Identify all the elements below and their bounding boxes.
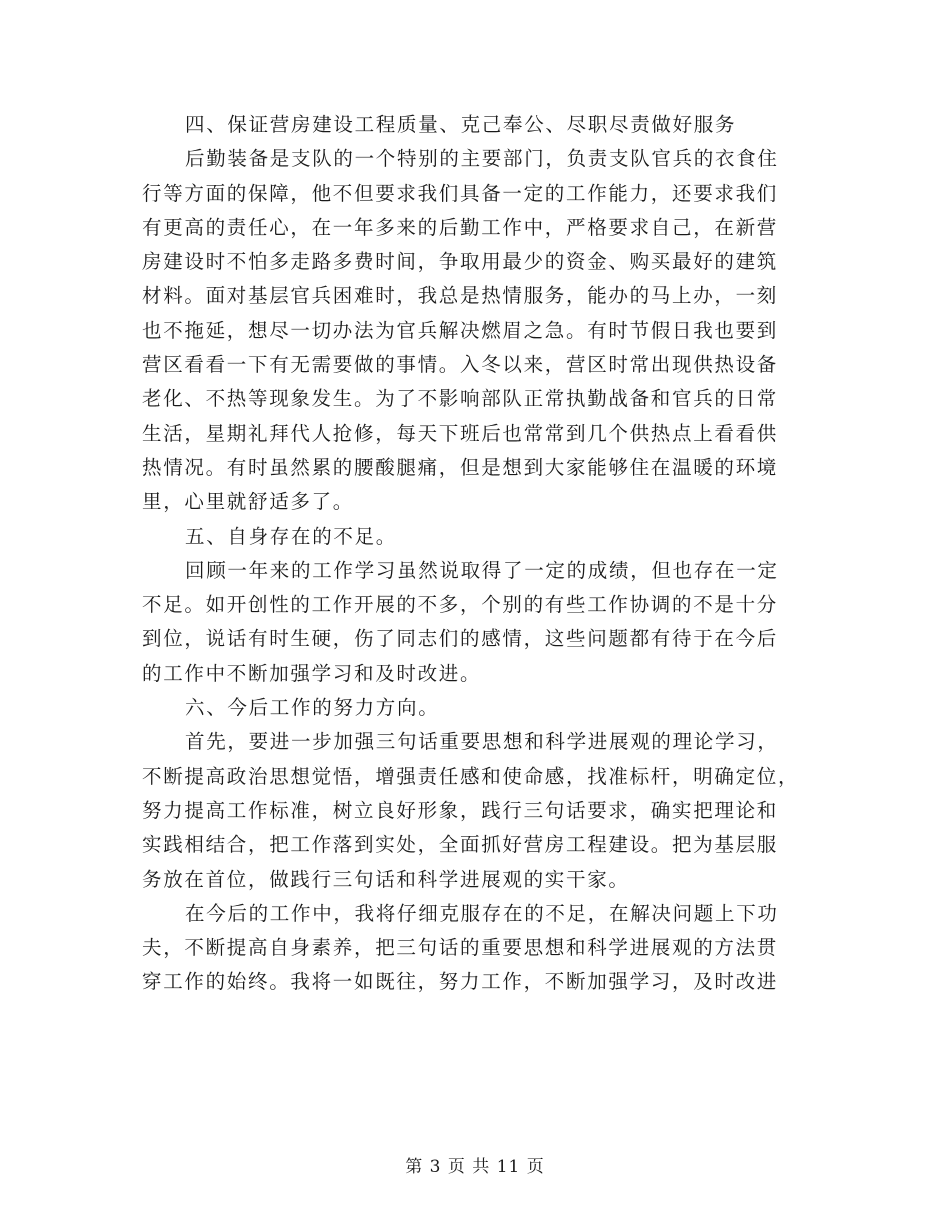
text-line: 营区看看一下有无需要做的事情。入冬以来，营区时常出现供热设备 <box>142 353 779 377</box>
text-line: 穿工作的始终。我将一如既往，努力工作，不断加强学习，及时改进 <box>142 970 779 994</box>
text-line: 的工作中不断加强学习和及时改进。 <box>142 661 482 685</box>
text-line: 在今后的工作中，我将仔细克服存在的不足，在解决问题上下功 <box>185 901 779 925</box>
text-line: 房建设时不怕多走路多费时间，争取用最少的资金、购买最好的建筑 <box>142 250 779 274</box>
text-line: 生活，星期礼拜代人抢修，每天下班后也常常到几个供热点上看看供 <box>142 421 779 445</box>
text-line: 有更高的责任心，在一年多来的后勤工作中，严格要求自己，在新营 <box>142 215 779 239</box>
text-line: 六、今后工作的努力方向。 <box>185 696 440 720</box>
text-line: 热情况。有时虽然累的腰酸腿痛，但是想到大家能够住在温暖的环境 <box>142 455 779 479</box>
text-line: 材料。面对基层官兵困难时，我总是热情服务，能办的马上办，一刻 <box>142 284 779 308</box>
text-line: 回顾一年来的工作学习虽然说取得了一定的成绩，但也存在一定 <box>185 558 779 582</box>
text-line: 五、自身存在的不足。 <box>185 524 398 548</box>
text-line: 老化、不热等现象发生。为了不影响部队正常执勤战备和官兵的日常 <box>142 387 779 411</box>
text-line: 夫，不断提高自身素养，把三句话的重要思想和科学进展观的方法贯 <box>142 936 779 960</box>
text-line: 也不拖延，想尽一切办法为官兵解决燃眉之急。有时节假日我也要到 <box>142 318 779 342</box>
text-line: 不足。如开创性的工作开展的不多，个别的有些工作协调的不是十分 <box>142 593 779 617</box>
text-line: 努力提高工作标准，树立良好形象，践行三句话要求，确实把理论和 <box>142 798 779 822</box>
document-body <box>142 108 802 1000</box>
page-number-label: 第 3 页 共 11 页 <box>405 1157 545 1177</box>
text-line: 四、保证营房建设工程质量、克己奉公、尽职尽责做好服务 <box>185 113 737 136</box>
text-line: 行等方面的保障，他不但要求我们具备一定的工作能力，还要求我们 <box>142 181 779 205</box>
text-line: 里，心里就舒适多了。 <box>142 490 355 514</box>
text-line: 到位，说话有时生硬，伤了同志们的感情，这些问题都有待于在今后 <box>142 627 779 651</box>
text-line: 首先，要进一步加强三句话重要思想和科学进展观的理论学习， <box>185 730 779 754</box>
text-line: 后勤装备是支队的一个特别的主要部门，负责支队官兵的衣食住 <box>185 147 779 171</box>
page-footer <box>0 1152 950 1177</box>
text-line: 实践相结合，把工作落到实处，全面抓好营房工程建设。把为基层服 <box>142 833 779 857</box>
text-line: 不断提高政治思想觉悟，增强责任感和使命感，找准标杆，明确定位， <box>142 764 800 788</box>
text-line: 务放在首位，做践行三句话和科学进展观的实干家。 <box>142 867 630 891</box>
